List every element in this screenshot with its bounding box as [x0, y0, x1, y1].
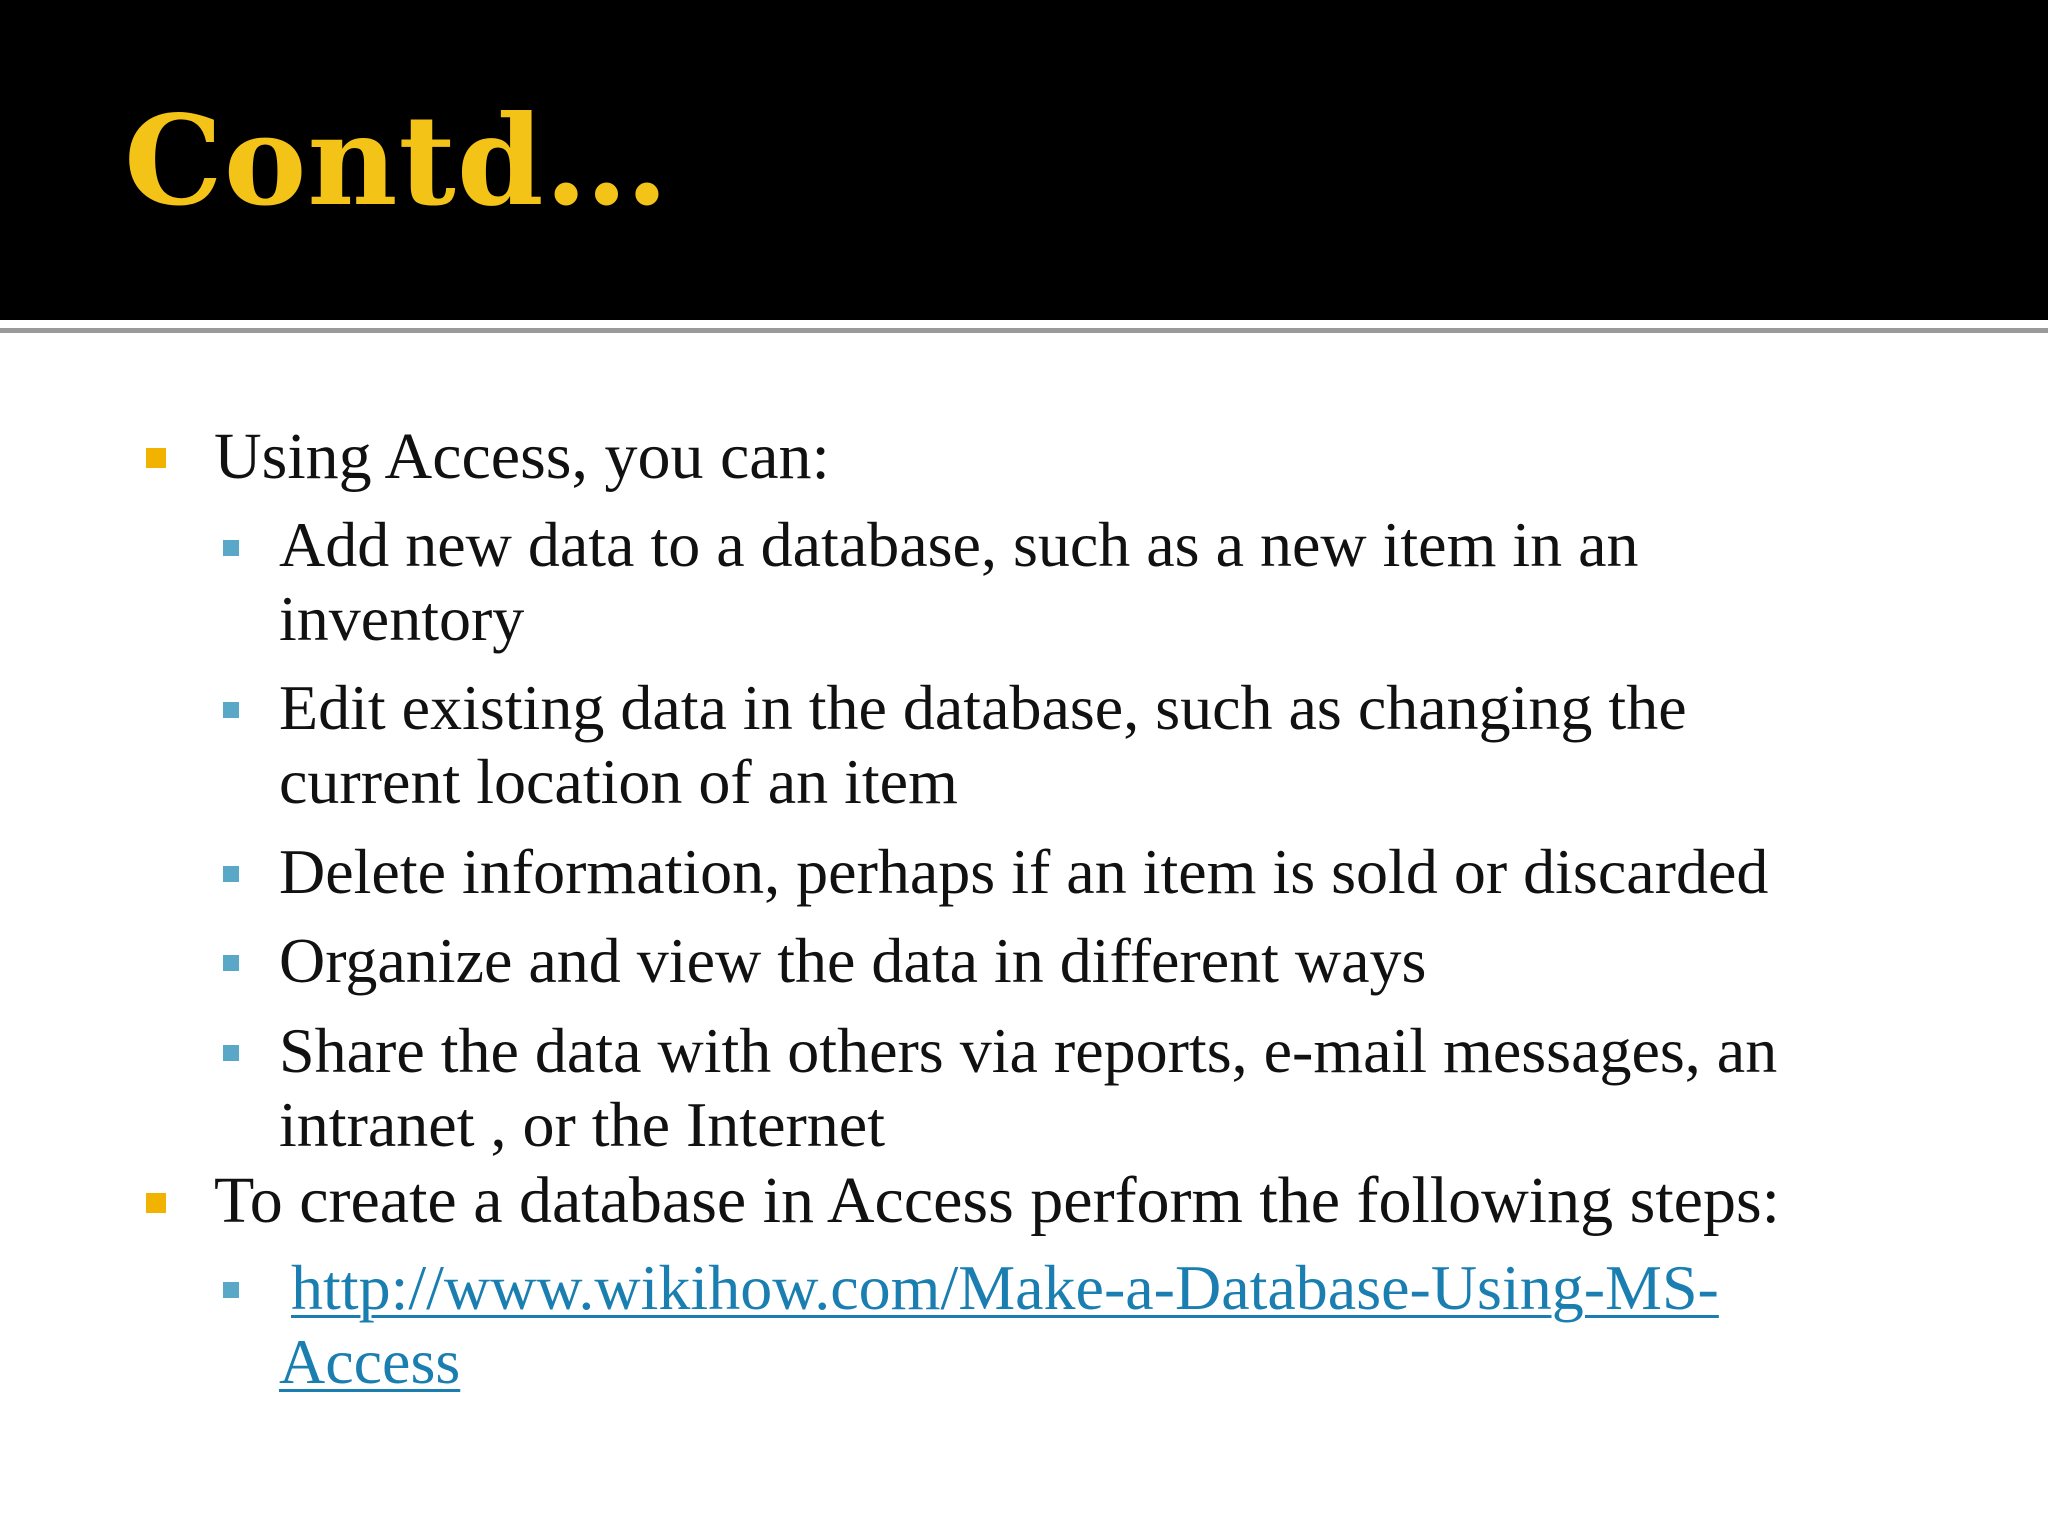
- sub-bullet-line: Edit existing data in the database, such as changing the: [279, 672, 1687, 743]
- bullet-item: To create a database in Access perform the following steps:: [214, 1164, 1780, 1237]
- sub-bullet-item: [279, 835, 1768, 909]
- sub-bullet-line: Delete information, perhaps if an item is sold or discarded: [279, 836, 1769, 907]
- sub-bullet-line: Organize and view the data in different ways: [279, 925, 1427, 996]
- sub-bullet-line: inventory: [279, 583, 525, 654]
- wikihow-link[interactable]: http://www.wikihow.com/Make-a-Database-Using-MS-: [291, 1252, 1719, 1323]
- sub-bullet-line: Add new data to a database, such as a new item in an: [279, 509, 1639, 580]
- bullet-marker: [146, 448, 166, 468]
- sub-bullet-marker: [223, 866, 239, 882]
- sub-bullet-item: [279, 924, 1426, 998]
- sub-bullet-item: [279, 508, 1639, 656]
- sub-bullet-item: [279, 1014, 1777, 1162]
- bullet-marker: [146, 1193, 166, 1213]
- wikihow-link-continued[interactable]: Access: [279, 1326, 461, 1397]
- sub-bullet-line: Share the data with others via reports, e-mail messages, an: [279, 1015, 1778, 1086]
- sub-bullet-marker: [223, 540, 239, 556]
- sub-bullet-item: [279, 671, 1687, 819]
- link-line: [279, 1325, 1719, 1399]
- sub-bullet-marker: [223, 1045, 239, 1061]
- slide-title: Contd…: [124, 89, 670, 234]
- sub-bullet-line: intranet , or the Internet: [279, 1089, 885, 1160]
- sub-bullet-marker: [223, 955, 239, 971]
- sub-bullet-marker: [223, 1282, 239, 1298]
- sub-bullet-line: current location of an item: [279, 746, 958, 817]
- bullet-item: Using Access, you can:: [214, 420, 830, 493]
- sub-bullet-marker: [223, 702, 239, 718]
- link-line: [279, 1251, 1719, 1325]
- sub-bullet-item: [279, 1251, 1719, 1399]
